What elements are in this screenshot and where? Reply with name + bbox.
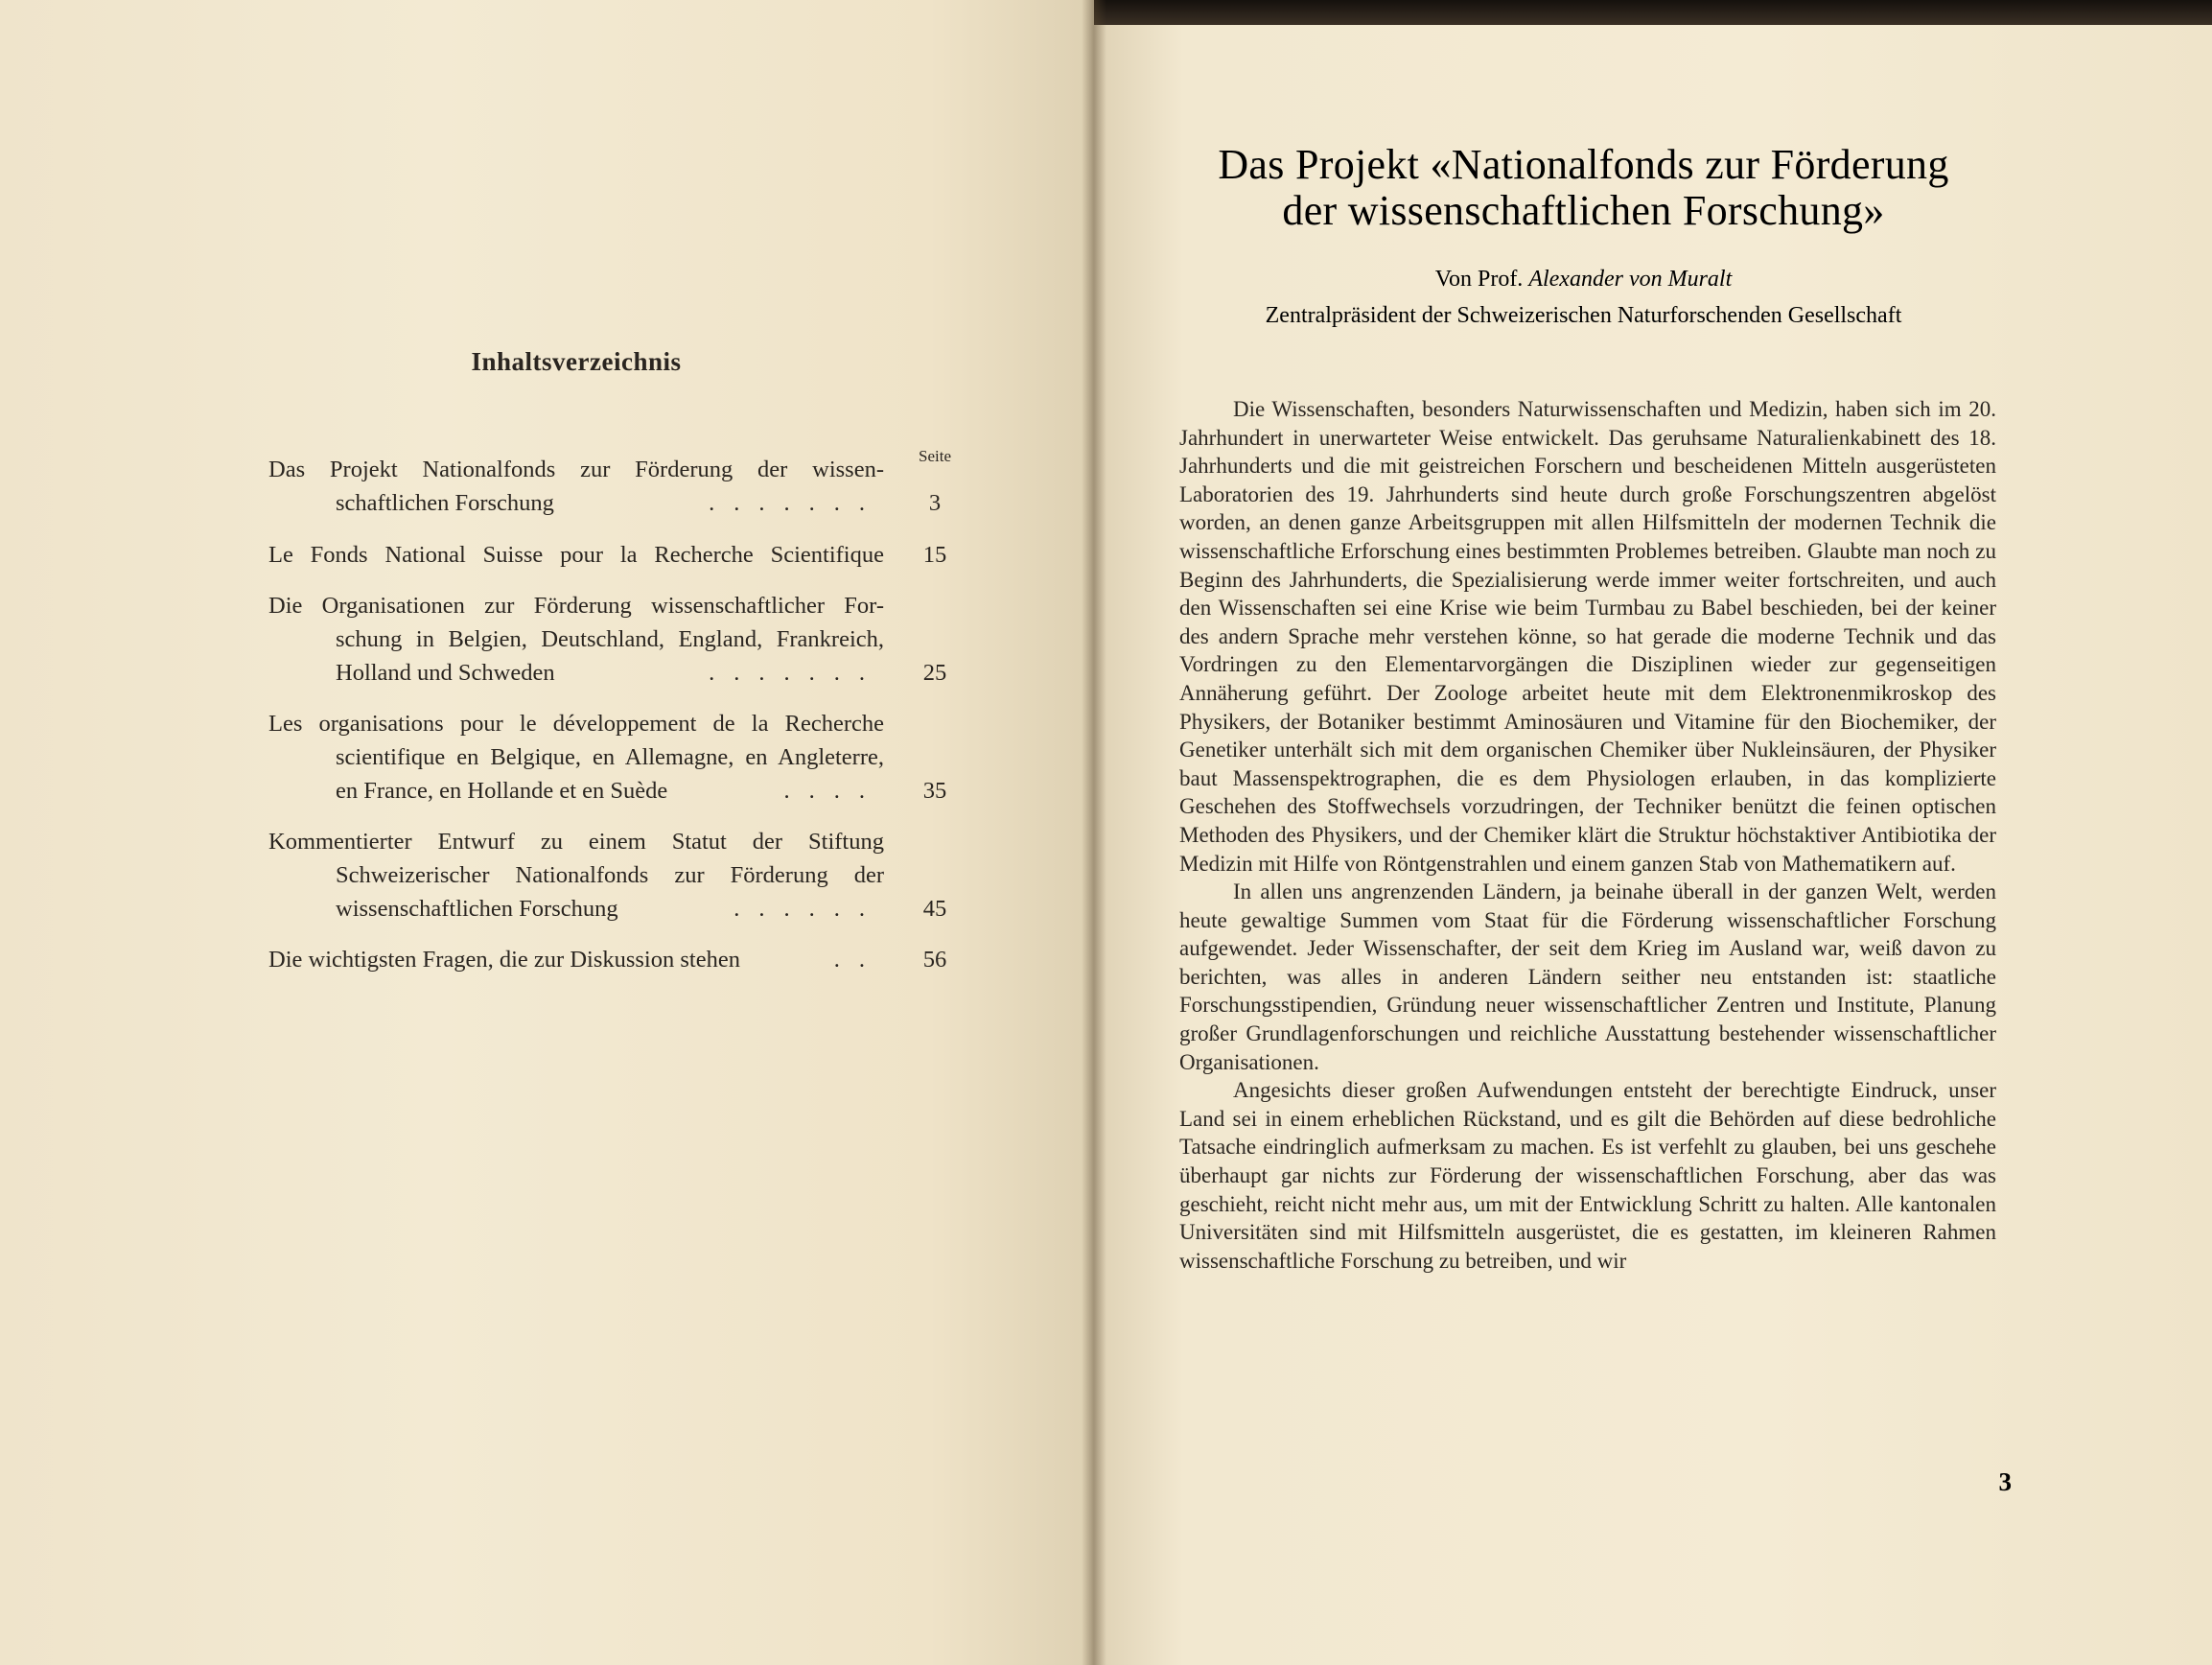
toc-page-number: 56 (922, 947, 947, 973)
page-edge-shadow (1094, 0, 2212, 25)
leader-dots: .. (833, 947, 884, 973)
toc-entry-line: Holland und Schweden (336, 660, 555, 686)
toc-entry-line: wissenschaftlichen Forschung (336, 896, 618, 922)
body-paragraph: Angesichts dieser großen Aufwendungen entsteht der berechtigte Eindruck, unser Land sei in einem erheblichen Rückstand, und es gilt die Behörden auf diese bedrohliche Tatsache eindringlich aufmerksam zu machen. Es ist verfehlt zu glauben, bei uns geschehe überhaupt gar nichts zur Förderung der wissenschaftlichen Forschung, aber das was geschieht, reicht nicht mehr aus, um mit der Entwicklung Schritt zu halten. Alle kantonalen Universitäten sind mit Hilfsmitteln ausgerüstet, die es gestatten, im kleineren Rahmen wissenschaftliche Forschung zu betreiben, und wir (1179, 1078, 1996, 1273)
leader-dots: .... (783, 778, 884, 804)
page-number: 3 (1998, 1467, 2012, 1496)
leader-dots: ....... (709, 660, 884, 686)
leader-dots: ....... (709, 490, 884, 516)
toc-entry (268, 453, 968, 520)
toc-page-number: 45 (922, 896, 947, 922)
author-name: Alexander von Muralt (1528, 267, 1733, 292)
article-title-line: Das Projekt «Nationalfonds zur Förderung (1218, 141, 1949, 188)
article-title (1175, 142, 1992, 234)
toc-entry-line: schung in Belgien, Deutschland, England, Frankreich, (336, 626, 884, 652)
toc-entry-line: Die Organisationen zur Förderung wissenschaftlicher For- (268, 593, 884, 619)
toc-entry-line: Das Projekt Nationalfonds zur Förderung der wissen- (268, 457, 884, 482)
toc-page-number: 3 (928, 490, 942, 516)
leader-dots: ...... (733, 896, 884, 922)
toc-entry-line: Le Fonds National Suisse pour la Recherche Scientifique (268, 542, 884, 568)
article-title-line: der wissenschaftlichen Forschung» (1282, 187, 1885, 234)
toc-entry-line: Les organisations pour le développement de la Recherche (268, 711, 884, 737)
toc-entry-line: Die wichtigsten Fragen, die zur Diskussion stehen (268, 947, 740, 973)
toc-entry-line: Schweizerischer Nationalfonds zur Förderung der (336, 862, 884, 888)
toc-list (268, 453, 968, 976)
toc-entry (268, 538, 968, 572)
toc-entry (268, 707, 968, 808)
toc-heading: Inhaltsverzeichnis (471, 347, 682, 376)
toc-page-number: 35 (922, 778, 947, 804)
toc-entry (268, 943, 968, 976)
byline (1175, 261, 1992, 334)
left-page (0, 0, 1094, 1665)
toc-entry-line: schaftlichen Forschung (336, 490, 554, 516)
toc-entry-line: Kommentierter Entwurf zu einem Statut der Stiftung (268, 829, 884, 855)
article-body (1179, 395, 1996, 1275)
toc-entry (268, 825, 968, 926)
byline-prefix: Von Prof. (1434, 267, 1524, 292)
toc-entry-line: scientifique en Belgique, en Allemagne, en Angleterre, (336, 744, 884, 770)
author-role: Zentralpräsident der Schweizerischen Naturforschenden Gesellschaft (1265, 303, 1902, 328)
toc-page-column-label: Seite (919, 447, 951, 465)
body-paragraph: Die Wissenschaften, besonders Naturwissenschaften und Medizin, haben sich im 20. Jahrhundert in unerwarteter Weise entwickelt. Das geruhsame Naturalienkabinett des 18. Jahrhunderts und die mit geistreichen Forschern und bescheidenen Mitteln ausgerüsteten Laboratorien des 19. Jahrhunderts sind heute durch große Forschungszentren abgelöst worden, an denen ganze Arbeitsgruppen mit allen Hilfsmitteln der modernen Technik die wissenschaftliche Erforschung eines bestimmten Problemes betreiben. Glaubte man noch zu Beginn des Jahrhunderts, die Spezialisierung werde immer weiter fortschreiten, und auch den Wissenschaften sei eine Krise wie beim Turmbau zu Babel beschieden, bei der keiner des andern Sprache mehr verstehen könne, so hat gerade die moderne Technik und das Vordringen zu den Elementarvorgängen die Disziplinen wieder zur gegenseitigen Annäherung geführt. Der Zoologe arbeitet heute mit dem Elektronenmikroskop des Physikers, der Botaniker bestimmt Aminosäuren und Vitamine für den Biochemiker, der Genetiker unterhält sich mit dem organischen Chemiker über Nukleinsäuren, der Physiker baut Massenspektrographen, die es dem Physiologen erlauben, in das komplizierte Geschehen des Stoffwechsels vorzudringen, der Techniker benützt die feinen optischen Methoden des Physikers, und der Chemiker klärt die Struktur höchstaktiver Antibiotika der Medizin mit Hilfe von Röntgenstrahlen und einem ganzen Stab von Mathematikern auf. (1179, 397, 1996, 876)
toc-entry (268, 589, 968, 690)
toc-page-number: 15 (922, 542, 947, 568)
toc-entry-line: en France, en Hollande et en Suède (336, 778, 668, 804)
book-gutter (1082, 0, 1106, 1665)
body-paragraph: In allen uns angrenzenden Ländern, ja beinahe überall in der ganzen Welt, werden heute gewaltige Summen vom Staat für die Förderung wissenschaftlicher Forschung aufgewendet. Jeder Wissenschafter, der seit dem Krieg im Ausland war, weiß davon zu berichten, was alles in anderen Ländern seither neu entstanden ist: staatliche Forschungsstipendien, Gründung neuer wissenschaftlicher Zentren und Institute, Planung großer Grundlagenforschungen und reichliche Ausstattung bestehender wissenschaftlicher Organisationen. (1179, 879, 1996, 1074)
toc-page-number: 25 (922, 660, 947, 686)
